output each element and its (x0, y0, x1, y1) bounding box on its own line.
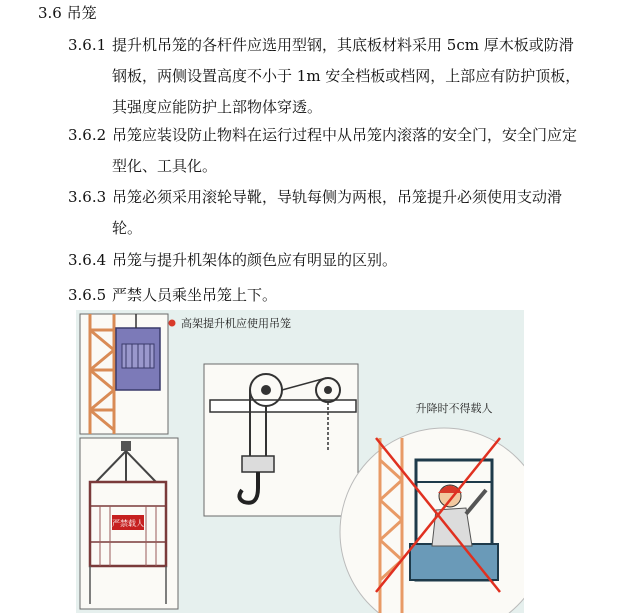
clause-3-6-2 (68, 120, 588, 182)
clause-number: 3.6.3 (68, 188, 107, 206)
warning-sign-text: 严禁载人 (112, 519, 144, 528)
clause-3-6-5 (68, 280, 588, 311)
clause-3-6-3 (68, 182, 588, 244)
figure-caption: 高架提升机应使用吊笼 (181, 317, 291, 330)
clause-text: 吊笼与提升机架体的颜色应有明显的区别。 (112, 251, 398, 269)
clause-number: 3.6.5 (68, 286, 107, 304)
section-heading: 3.6 吊笼 (38, 4, 97, 22)
clause-text: 严禁人员乘坐吊笼上下。 (112, 286, 278, 304)
clause-text: 吊笼必须采用滚轮导靴，导轨每侧为两根，吊笼提升必须使用支动滑轮。 (112, 188, 563, 237)
caption-bullet-icon (169, 320, 176, 327)
clause-text: 吊笼应装设防止物料在运行过程中从吊笼内滚落的安全门，安全门应定型化、工具化。 (112, 126, 578, 175)
cage-detail-panel (80, 438, 178, 609)
pulley-icon (121, 441, 131, 451)
pulley-hook-panel (204, 364, 358, 516)
clause-number: 3.6.1 (68, 36, 107, 54)
crossbeam (210, 400, 356, 412)
cage-box (116, 328, 160, 390)
hook-block (242, 456, 274, 472)
clause-3-6-4 (68, 245, 588, 276)
clause-number: 3.6.4 (68, 251, 107, 269)
warning-label: 升降时不得载人 (415, 402, 493, 415)
mast-with-cage-panel (80, 314, 168, 434)
hoist-cage-illustration (76, 310, 524, 613)
clause-text: 提升机吊笼的各杆件应选用型钢，其底板材料采用 5cm 厚木板或防滑钢板，两侧设置高度不小于 1m 安全档板或档网，上部应有防护顶板，其强度应能防护上部物体穿透。 (112, 36, 581, 116)
clause-number: 3.6.2 (68, 126, 107, 144)
illustration-svg (76, 310, 524, 613)
clause-3-6-1 (68, 30, 588, 123)
